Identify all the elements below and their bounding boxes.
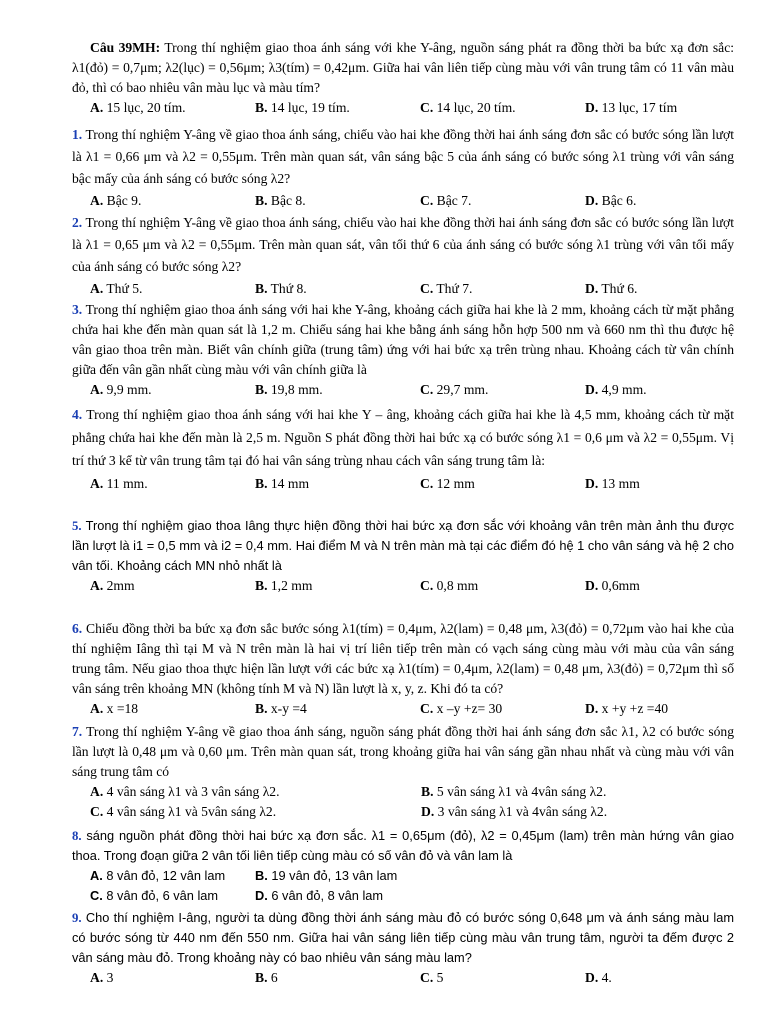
question-number: 9. [72,911,82,925]
question-number: 4. [72,407,83,422]
question-text: Trong thí nghiệm Y-âng về giao thoa ánh sáng, nguồn sáng phát đồng thời hai ánh sáng đơn sắc λ1, λ2 có bước sóng lần lượt là 0,48 μm và 0,60 μm. Trên màn quan sát, trong khoảng giữa hai vân sáng gần nhau nhất và cùng màu với vân sáng trung tâm có [72,724,734,779]
option-b[interactable]: B. Bậc 8. [255,193,306,208]
option-b[interactable]: B. 19 vân đỏ, 13 vân lam [255,868,398,883]
question-4 [72,403,734,495]
answer-options [72,278,734,300]
answer-options [72,968,734,988]
question-body [72,38,734,98]
option-c[interactable]: C. Thứ 7. [420,281,473,296]
option-c[interactable]: C. x –y +z= 30 [420,701,503,716]
option-a[interactable]: A. 9,9 mm. [90,382,152,397]
question-text: Trong thí nghiệm giao thoa Iâng thực hiện đồng thời hai bức xạ đơn sắc với khoảng vân trên màn ảnh thu được lần lượt là i1 = 0,5 mm và i2 = 0,4 mm. Hai điểm M và N trên màn mà tại các điểm đó hệ 1 cho vân sáng và hệ 2 cho vân tối. Khoảng cách MN nhỏ nhất là [72,518,734,573]
question-9 [72,908,734,988]
option-b[interactable]: B. 19,8 mm. [255,382,323,397]
question-body [72,619,734,699]
question-text: Chiếu đồng thời ba bức xạ đơn sắc bước sóng λ1(tím) = 0,4μm, λ2(lam) = 0,48 μm, λ3(đỏ) = 0,72μm vào hai khe của thí nghiệm Iâng thì tại M và N trên màn là hai vị trí liên tiếp trên màn có vạch sáng cùng màu với màu của vân sáng trung tâm. Nếu giao thoa thực hiện lần lượt với các bức xạ λ1(tím) = 0,4μm, λ2(lam) = 0,48 μm, λ3(đỏ) = 0,72μm thì số vân sáng trên khoảng MN (không tính M và N) lần lượt là x, y, z. Khi đó ta có? [72,621,734,696]
option-b[interactable]: B. 14 mm [255,476,310,491]
option-d[interactable]: D. 13 lục, 17 tím [585,100,678,115]
option-a[interactable]: A. 3 [90,970,114,985]
question-body [72,516,734,576]
option-b[interactable]: B. 1,2 mm [255,578,313,593]
answer-options [72,699,734,719]
question-5 [72,516,734,596]
option-c[interactable]: C. 5 [420,970,444,985]
option-b[interactable]: B. x-y =4 [255,701,307,716]
question-2 [72,212,734,300]
option-c[interactable]: C. 4 vân sáng λ1 và 5vân sáng λ2. [90,804,277,819]
option-d[interactable]: D. 4. [585,970,612,985]
answer-options [72,98,734,118]
question-number: 7. [72,724,83,739]
option-a[interactable]: A. 11 mm. [90,476,148,491]
answer-options [72,576,734,596]
option-a[interactable]: A. x =18 [90,701,139,716]
question-body [72,908,734,968]
option-d[interactable]: D. Thứ 6. [585,281,638,296]
answer-options [72,190,734,212]
option-c[interactable]: C. Bậc 7. [420,193,472,208]
question-text: Trong thí nghiệm giao thoa ánh sáng với khe Y-âng, nguồn sáng phát ra đồng thời ba bức xạ đơn sắc: λ1(đỏ) = 0,7μm; λ2(lục) = 0,56μm; λ3(tím) = 0,42μm. Giữa hai vân liên tiếp cùng màu với vân trung tâm có 11 vân màu đỏ, thì có bao nhiêu vân màu lục và màu tím? [72,40,735,95]
question-body [72,403,734,472]
question-text: Trong thí nghiệm Y-âng về giao thoa ánh sáng, chiếu vào hai khe đồng thời hai ánh sáng đơn sắc có bước sóng lần lượt là λ1 = 0,65 μm và λ2 = 0,55μm. Trên màn quan sát, vân tối thứ 6 của ánh sáng có bước sóng λ1 trùng với vân tối mấy của ánh sáng có bước sóng λ2? [72,215,735,274]
option-d[interactable]: D. 4,9 mm. [585,382,647,397]
answer-options [72,866,412,906]
option-b[interactable]: B. Thứ 8. [255,281,307,296]
option-a[interactable]: A. 15 lục, 20 tím. [90,100,186,115]
option-c[interactable]: C. 29,7 mm. [420,382,489,397]
question-1 [72,124,734,212]
question-number: 3. [72,302,83,317]
question-number: 8. [72,829,82,843]
option-a[interactable]: A. Bậc 9. [90,193,142,208]
question-number: Câu 39MH: [90,40,161,55]
question-text: Cho thí nghiệm I-âng, người ta dùng đồng thời ánh sáng màu đỏ có bước sóng 0,648 μm và ánh sáng màu lam có bước sóng từ 440 nm đến 550 nm. Giữa hai vân sáng liên tiếp cùng màu vân trung tâm, người ta đếm được 2 vân sáng màu đỏ. Trong khoảng này có bao nhiêu vân sáng màu lam? [72,910,734,965]
option-b[interactable]: B. 6 [255,970,278,985]
question-number: 5. [72,519,82,533]
option-c[interactable]: C. 8 vân đỏ, 6 vân lam [90,888,219,903]
option-a[interactable]: A. 4 vân sáng λ1 và 3 vân sáng λ2. [90,784,280,799]
question-body [72,826,734,866]
question-body [72,124,734,190]
question-body [72,212,734,278]
question-body [72,300,734,380]
option-c[interactable]: C. 14 lục, 20 tím. [420,100,516,115]
option-c[interactable]: C. 12 mm [420,476,475,491]
answer-options [72,782,734,822]
option-a[interactable]: A. 8 vân đỏ, 12 vân lam [90,868,226,883]
answer-options [72,380,734,400]
question-7 [72,722,734,822]
option-a[interactable]: A. Thứ 5. [90,281,143,296]
option-d[interactable]: D. x +y +z =40 [585,701,669,716]
answer-options [72,472,734,495]
option-d[interactable]: D. Bậc 6. [585,193,637,208]
option-d[interactable]: D. 3 vân sáng λ1 và 4vân sáng λ2. [421,804,608,819]
question-39mh [72,38,734,118]
question-8 [72,826,734,906]
option-a[interactable]: A. 2mm [90,578,135,593]
option-d[interactable]: D. 13 mm [585,476,640,491]
question-text: Trong thí nghiệm giao thoa ánh sáng với hai khe Y – âng, khoảng cách giữa hai khe là 4,5 mm, khoảng cách từ mặt phẳng chứa hai khe đến màn là 2,5 m. Nguồn S phát đồng thời hai bức xạ có bước sóng λ1 = 0,6 μm và λ2 = 0,55μm. Vị trí thứ 3 kể từ vân trung tâm tại đó hai vân sáng trùng nhau cách vân sáng trung tâm là: [72,407,734,468]
option-d[interactable]: D. 6 vân đỏ, 8 vân lam [255,888,384,903]
question-number: 6. [72,621,83,636]
option-b[interactable]: B. 5 vân sáng λ1 và 4vân sáng λ2. [421,784,607,799]
question-text: Trong thí nghiệm giao thoa ánh sáng với hai khe Y-âng, khoảng cách giữa hai khe là 2 mm, khoảng cách từ mặt phẳng chứa hai khe đến màn quan sát là 1,2 m. Chiếu sáng hai khe bằng ánh sáng hỗn hợp 500 nm và 660 nm thì thu được hệ vân giao thoa trên màn. Biết vân chính giữa (trung tâm) ứng với hai bức xạ trên trùng nhau. Khoảng cách từ vân chính giữa đến vân gần nhất cùng màu với vân chính giữa là [72,302,734,377]
option-c[interactable]: C. 0,8 mm [420,578,479,593]
option-b[interactable]: B. 14 lục, 19 tím. [255,100,350,115]
question-number: 1. [72,127,83,142]
question-body [72,722,734,782]
question-6 [72,619,734,719]
question-text: Trong thí nghiệm Y-âng về giao thoa ánh sáng, chiếu vào hai khe đồng thời hai ánh sáng đơn sắc có bước sóng lần lượt là λ1 = 0,66 μm và λ2 = 0,55μm. Trên màn quan sát, vân sáng bậc 5 của ánh sáng có bước sóng λ1 trùng với vân sáng bậc mấy của ánh sáng có bước sóng λ2? [72,127,735,186]
question-number: 2. [72,215,83,230]
question-text: sáng nguồn phát đồng thời hai bức xạ đơn sắc. λ1 = 0,65μm (đỏ), λ2 = 0,45μm (lam) trên màn hứng vân giao thoa. Trong đoạn giữa 2 vân tối liên tiếp cùng màu có số vân đỏ và vân lam là [72,828,735,863]
question-3 [72,300,734,400]
option-d[interactable]: D. 0,6mm [585,578,640,593]
